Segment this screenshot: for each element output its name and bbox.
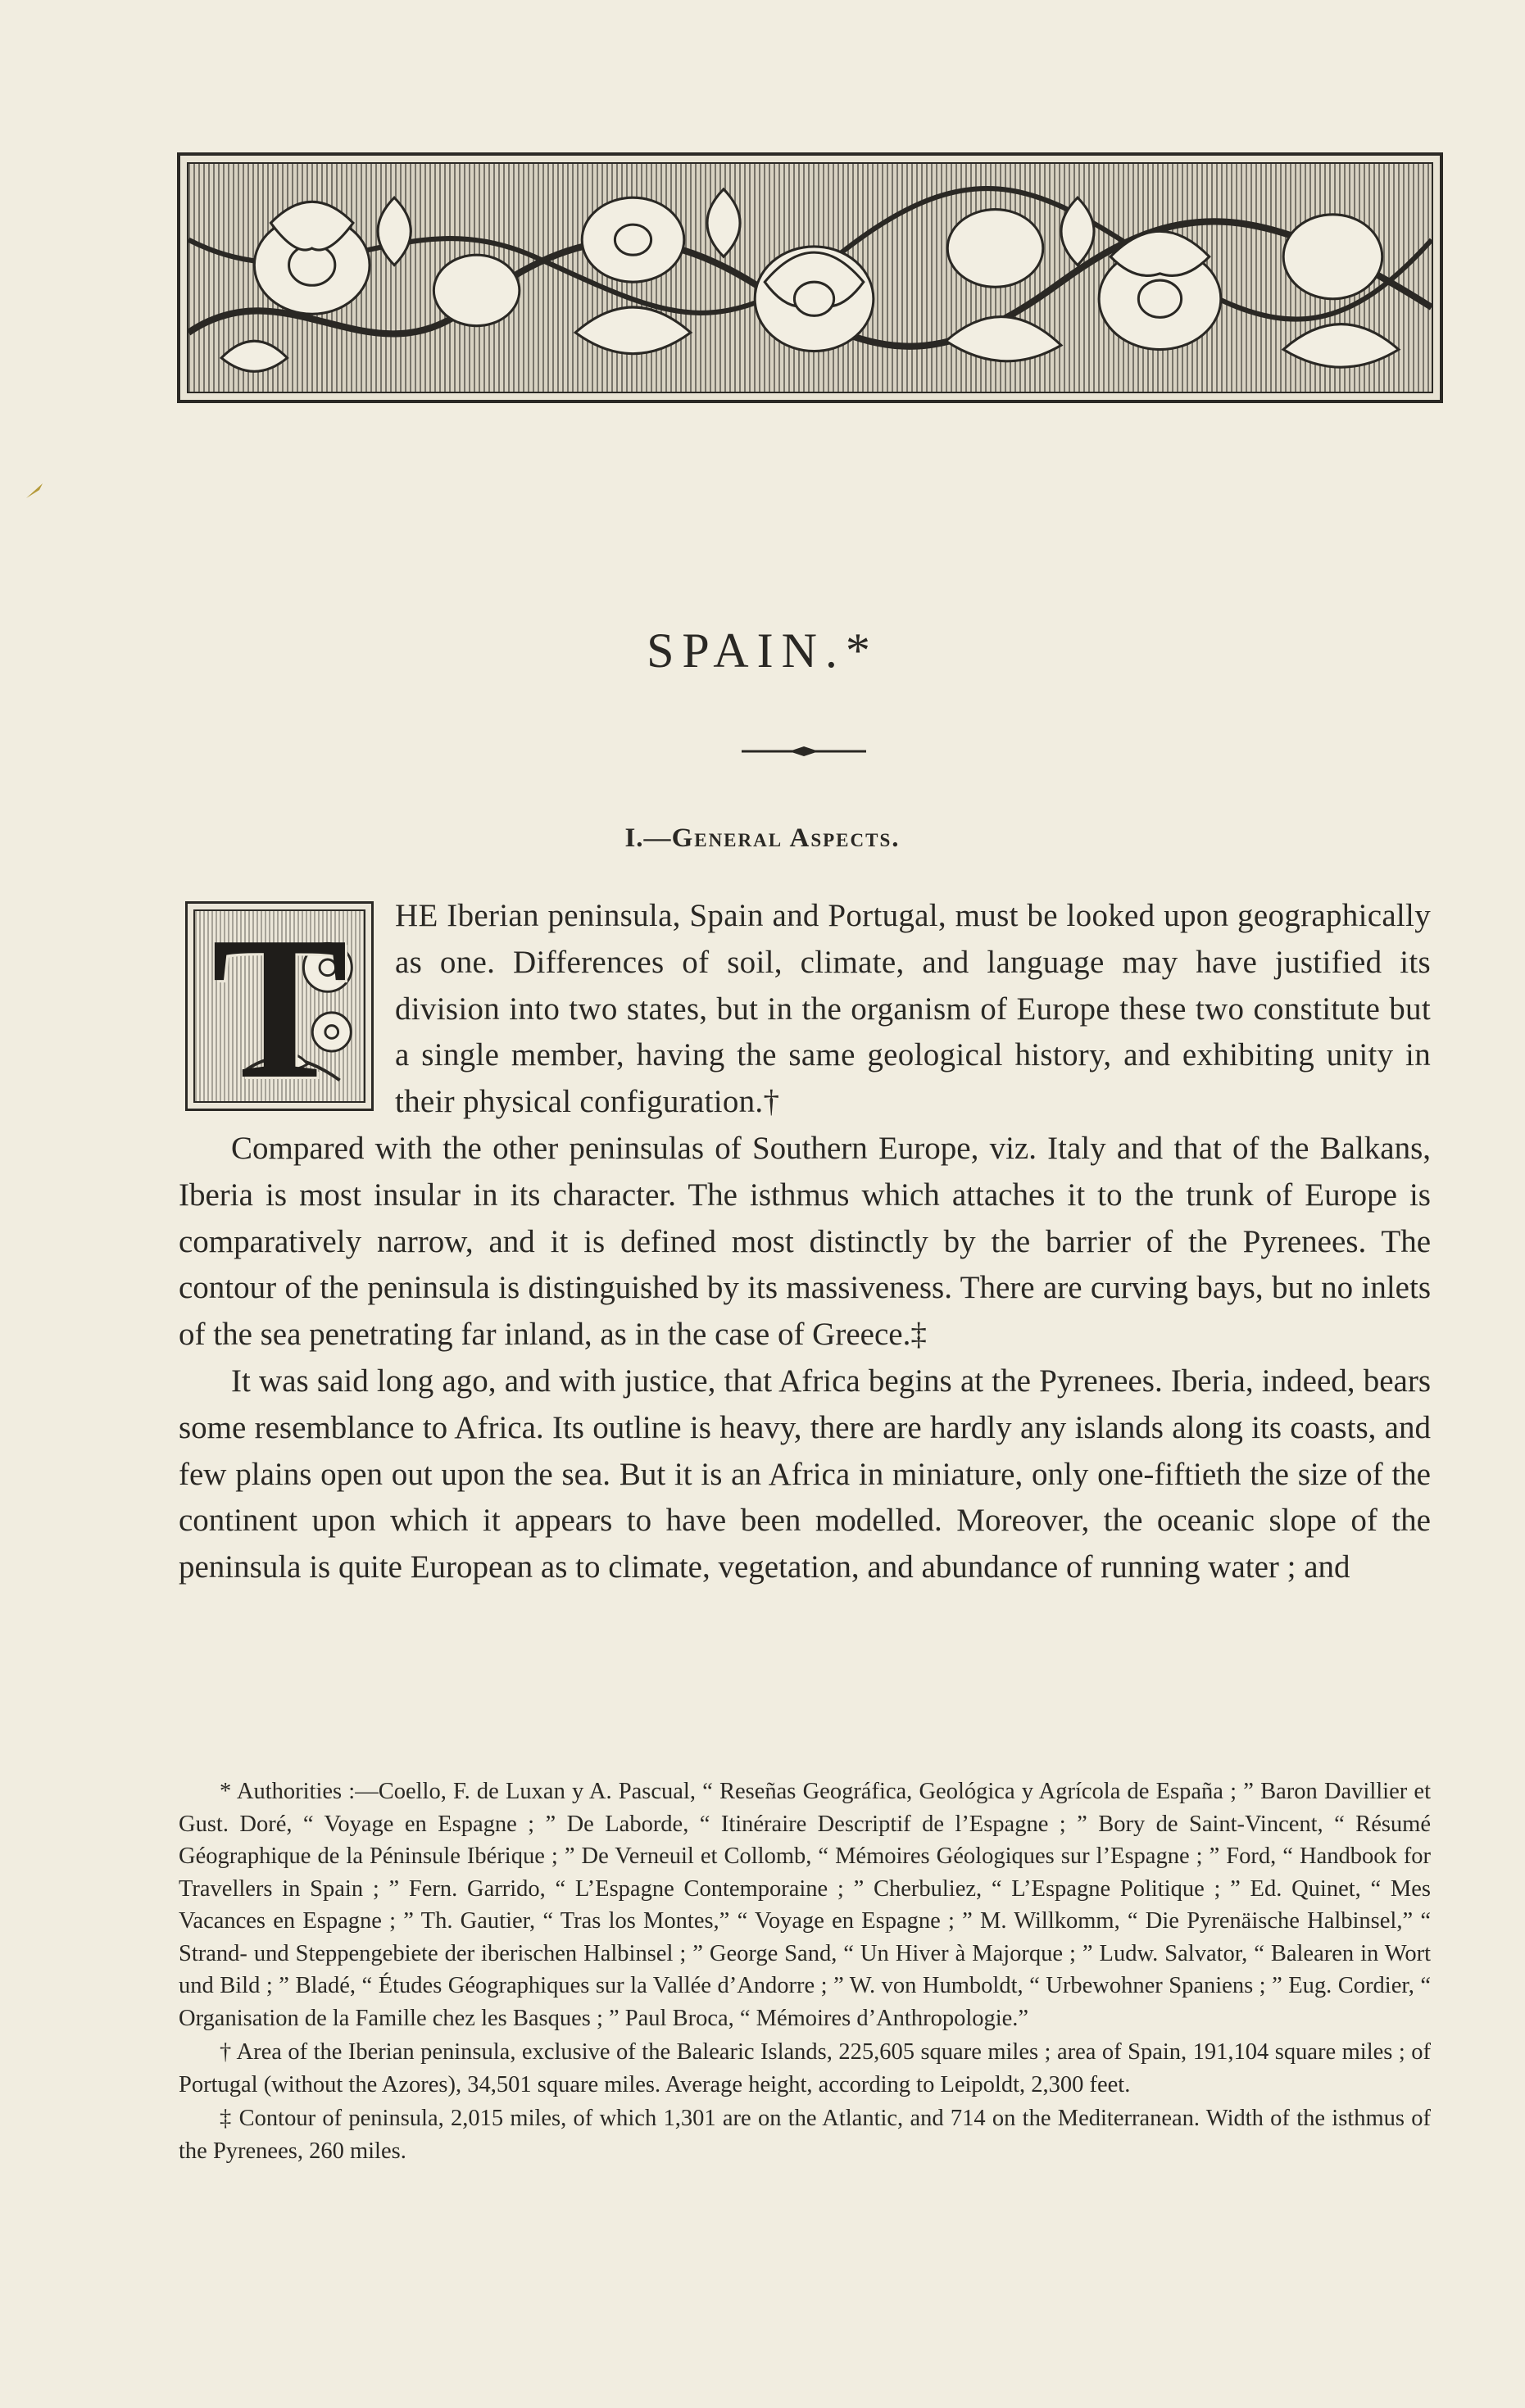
footnote-contour: ‡ Contour of peninsula, 2,015 miles, of which 1,301 are on the Atlantic, and 714 on the Mediterranean. Width of the isthmus of the Pyrenees, 260 miles. [179, 2106, 1431, 2164]
floral-header-ornament [177, 152, 1443, 403]
decorated-initial-frame [193, 909, 365, 1103]
paragraph-1: HE Iberian peninsula, Spain and Portugal, must be looked upon geographically as one. Differences of soil, climate, and language may have justified its division into two states, but in the organism of Europe these two constitute but a single member, having the same geological history, and exhibiting unity in their physical configuration.† [395, 898, 1431, 1120]
drop-cap-letter: T [211, 909, 348, 1103]
decorated-initial [185, 901, 374, 1111]
title-divider-ornament [742, 746, 866, 757]
stray-pencil-mark [25, 482, 44, 500]
floral-vine-illustration [188, 164, 1432, 392]
footnote-authorities: * Authorities :—Coello, F. de Luxan y A. Pascual, “ Reseñas Geográfica, Geológica y Agrícola de España ; ” Baron Davillier et Gust. Doré, “ Voyage en Espagne ; ” De Laborde, “ Itinéraire Descriptif de l’Espagne ; ” Bory de Saint-Vincent, “ Résumé Géographique de la Péninsule Ibérique ; ” De Verneuil et Collomb, “ Mémoires Géologiques sur l’Espagne ; ” Ford, “ Handbook for Travellers in Spain ; ” Fern. Garrido, “ L’Espagne Contemporaine ; ” Cherbuliez, “ L’Espagne Politique ; ” Ed. Quinet, “ Mes Vacances en Espagne ; ” Th. Gautier, “ Tras los Montes,” “ Voyage en Espagne ; ” M. Willkomm, “ Die Pyrenäische Halbinsel,” “ Strand- und Steppengebiete der iberischen Halbinsel ; ” George Sand, “ Un Hiver à Majorque ; ” Ludw. Salvator, “ Balearen in Wort und Bild ; ” Bladé, “ Études Géographiques sur la Vallée d’Andorre ; ” W. von Humboldt, “ Urbewohner Spaniens ; ” Eug. Cordier, “ Organisation de la Famille chez les Basques ; ” Paul Broca, “ Mémoires d’Anthropologie.” [179, 1779, 1431, 2031]
section-title: General Aspects. [671, 823, 901, 853]
paragraph-2: Compared with the other peninsulas of Southern Europe, viz. Italy and that of the Balkans, Iberia is most insular in its character. The isthmus which attaches it to the trunk of Europe is comparatively narrow, and it is defined most distinctly by the barrier of the Pyrenees. The contour of the peninsula is distinguished by its massiveness. There are curving bays, but no inlets of the sea penetrating far inland, as in the case of Greece.‡ [179, 1130, 1431, 1353]
page-title: SPAIN.* [647, 624, 878, 678]
section-number: I.— [624, 823, 672, 853]
footnote-area: † Area of the Iberian peninsula, exclusive of the Balearic Islands, 225,605 square miles ; area of Spain, 191,104 square miles ; of Portugal (without the Azores), 34,501 square miles. Average height, according to Leipoldt, 2,300 feet. [179, 2039, 1431, 2097]
section-heading [0, 823, 1525, 854]
body-text [179, 893, 1431, 1591]
footnotes [179, 1775, 1431, 2167]
floral-engraving-band [187, 162, 1433, 393]
paragraph-3: It was said long ago, and with justice, that Africa begins at the Pyrenees. Iberia, indeed, bears some resemblance to Africa. Its outline is heavy, there are hardly any islands along its coasts, and few plains open out upon the sea. But it is an Africa in miniature, only one-fiftieth the size of the continent upon which it appears to have been modelled. Moreover, the oceanic slope of the peninsula is quite European as to climate, vegetation, and abundance of running water ; and [179, 1363, 1431, 1585]
